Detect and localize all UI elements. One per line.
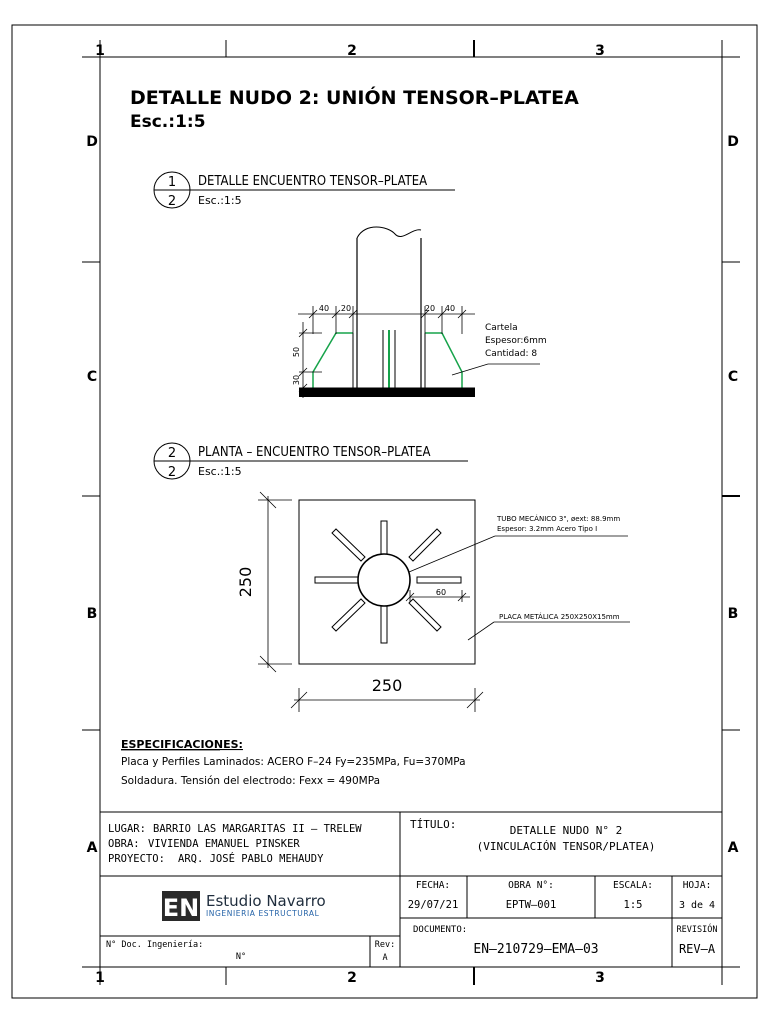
escala-label: ESCALA: bbox=[612, 880, 654, 891]
proyecto-label: PROYECTO: bbox=[108, 853, 165, 865]
detail1-dim-left-20: 20 bbox=[340, 304, 352, 313]
detail2-tube-callout bbox=[409, 514, 628, 572]
detail1-dim-right-40: 40 bbox=[444, 304, 456, 313]
column-label-3-top: 3 bbox=[595, 43, 605, 59]
detail2-plate-text: PLACA METÁLICA 250X250X15mm bbox=[499, 613, 620, 621]
logo-mark: EN bbox=[162, 894, 200, 922]
column-label-2-bottom: 2 bbox=[347, 970, 357, 986]
detail1-callout-line2: Espesor:6mm bbox=[485, 336, 547, 346]
rev-value: A bbox=[382, 953, 388, 963]
estudio-navarro-logo bbox=[162, 891, 326, 922]
detail2-dim-60: 60 bbox=[435, 588, 447, 597]
main-title: DETALLE NUDO 2: UNIÓN TENSOR–PLATEA bbox=[130, 87, 579, 109]
detail2-title: PLANTA – ENCUENTRO TENSOR–PLATEA bbox=[198, 445, 431, 460]
detail1-number-bottom: 2 bbox=[167, 194, 177, 209]
revision-label: REVISIÓN bbox=[676, 925, 718, 935]
documento-label: DOCUMENTO: bbox=[413, 925, 468, 935]
doc-ingenieria-label: N° Doc. Ingeniería: bbox=[106, 940, 204, 950]
specs-line1: Placa y Perfiles Laminados: ACERO F–24 Fy=235MPa, Fu=370MPa bbox=[121, 756, 466, 768]
lugar-label: LUGAR: bbox=[108, 823, 146, 835]
obra-label: OBRA: bbox=[108, 838, 140, 850]
hoja-value: 3 de 4 bbox=[678, 900, 716, 911]
detail1-callout bbox=[452, 323, 547, 375]
documento-value: EN–210729–EMA–03 bbox=[473, 942, 599, 957]
row-label-a-left: A bbox=[86, 840, 98, 856]
column-label-3-bottom: 3 bbox=[595, 970, 605, 986]
doc-ingenieria-value: N° bbox=[235, 952, 247, 962]
detail2-number-top: 2 bbox=[167, 446, 177, 461]
titulo-line1: DETALLE NUDO N° 2 bbox=[509, 824, 623, 837]
titulo-label: TÍTULO: bbox=[410, 818, 457, 831]
hoja-label: HOJA: bbox=[682, 880, 712, 891]
lugar-value: BARRIO LAS MARGARITAS II – TRELEW bbox=[153, 823, 362, 835]
row-label-a-right: A bbox=[727, 840, 739, 856]
titulo-line2: (VINCULACIÓN TENSOR/PLATEA) bbox=[476, 840, 656, 853]
obra-n-label: OBRA N°: bbox=[508, 880, 554, 891]
detail2-tube-line2: Espesor: 3.2mm Acero Tipo I bbox=[497, 525, 598, 533]
detail2-scale: Esc.:1:5 bbox=[198, 465, 242, 478]
detail2-dim-vertical: 250 bbox=[236, 566, 255, 598]
detail1-callout-line3: Cantidad: 8 bbox=[485, 349, 538, 359]
revision-value: REV–A bbox=[678, 942, 716, 956]
detail2-plate-callout bbox=[468, 612, 630, 640]
row-label-d-left: D bbox=[86, 134, 98, 150]
row-label-c-left: C bbox=[86, 369, 98, 385]
fecha-label: FECHA: bbox=[415, 880, 451, 891]
column-label-1-bottom: 1 bbox=[95, 970, 105, 986]
row-label-c-right: C bbox=[727, 369, 739, 385]
obra-value: VIVIENDA EMANUEL PINSKER bbox=[148, 838, 300, 850]
detail1-dim-vertical-50: 50 bbox=[292, 346, 301, 358]
main-scale: Esc.:1:5 bbox=[130, 112, 206, 132]
proyecto-value: ARQ. JOSÉ PABLO MEHAUDY bbox=[178, 853, 324, 865]
column-label-1-top: 1 bbox=[95, 43, 105, 59]
rev-label: Rev: bbox=[374, 940, 396, 950]
detail1-dim-left-40: 40 bbox=[318, 304, 330, 313]
fecha-value: 29/07/21 bbox=[407, 899, 459, 911]
detail2-plan bbox=[299, 500, 475, 664]
specs-line2: Soldadura. Tensión del electrodo: Fexx = 490MPa bbox=[121, 775, 381, 787]
detail1-title: DETALLE ENCUENTRO TENSOR–PLATEA bbox=[198, 174, 428, 189]
detail1-number-top: 1 bbox=[167, 175, 177, 190]
detail2-dim-horizontal: 250 bbox=[371, 676, 403, 695]
detail1-callout-line1: Cartela bbox=[485, 323, 518, 333]
row-label-b-right: B bbox=[727, 606, 739, 622]
detail1-dim-right-20: 20 bbox=[424, 304, 436, 313]
row-label-d-right: D bbox=[727, 134, 739, 150]
logo-name: Estudio Navarro bbox=[206, 892, 326, 910]
detail2-number-bottom: 2 bbox=[167, 465, 177, 480]
obra-n-value: EPTW–001 bbox=[505, 899, 557, 911]
detail1-scale: Esc.:1:5 bbox=[198, 194, 242, 207]
detail2-tube-line1: TUBO MECÁNICO 3", øext: 88.9mm bbox=[497, 515, 621, 523]
row-label-b-left: B bbox=[86, 606, 98, 622]
column-label-2-top: 2 bbox=[347, 43, 357, 59]
detail1-label bbox=[154, 172, 455, 209]
specs-heading: ESPECIFICACIONES: bbox=[121, 738, 243, 751]
logo-subtitle: INGENIERIA ESTRUCTURAL bbox=[206, 909, 320, 918]
detail2-label bbox=[154, 443, 468, 480]
detail1-dim-vertical-30: 30 bbox=[292, 374, 301, 386]
escala-value: 1:5 bbox=[623, 899, 643, 911]
